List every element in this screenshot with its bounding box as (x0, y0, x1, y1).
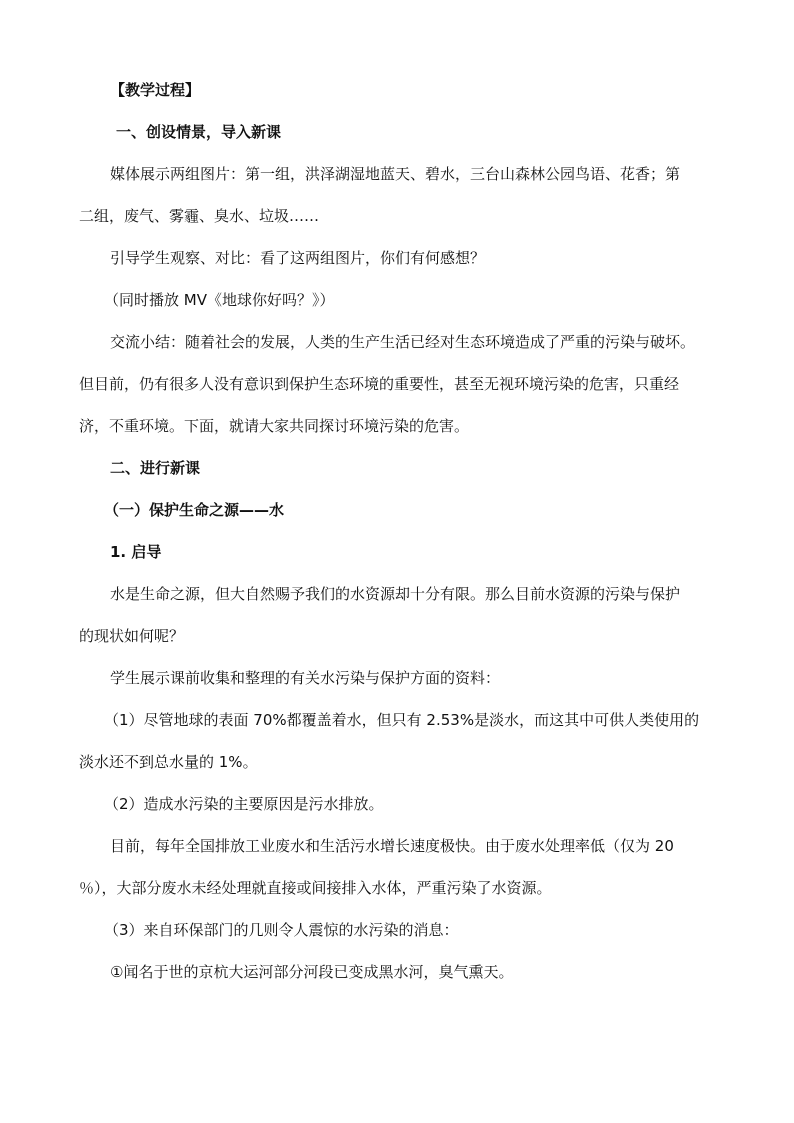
section-header: 【教学过程】 (110, 81, 201, 99)
paragraph-news1: ①闻名于世的京杭大运河部分河段已变成黑水河，臭气熏天。 (110, 963, 514, 981)
paragraph-water-line2: 的现状如何呢？ (79, 627, 185, 645)
paragraph-item2: （2）造成水污染的主要原因是污水排放。 (104, 795, 384, 813)
paragraph-students: 学生展示课前收集和整理的有关水污染与保护方面的资料： (110, 669, 501, 687)
paragraph-item3: （3）来自环保部门的几则令人震惊的水污染的消息： (104, 921, 459, 939)
paragraph-summary-line3: 济，不重环境。下面，就请大家共同探讨环境污染的危害。 (79, 417, 470, 435)
paragraph-summary-line1: 交流小结：随着社会的发展，人类的生产生活已经对生态环境造成了严重的污染与破坏。 (110, 333, 696, 351)
paragraph-media-line1: 媒体展示两组图片：第一组，洪泽湖湿地蓝天、碧水，三台山森林公园鸟语、花香；第 (110, 165, 681, 183)
paragraph-guide: 引导学生观察、对比：看了这两组图片，你们有何感想？ (110, 249, 486, 267)
paragraph-item1-line2: 淡水还不到总水量的 1%。 (79, 753, 258, 771)
heading-4: 1. 启导 (110, 543, 162, 561)
paragraph-media-line2: 二组，废气、雾霾、臭水、垃圾…… (79, 207, 320, 225)
heading-2: 二、进行新课 (110, 459, 201, 477)
paragraph-water-line1: 水是生命之源，但大自然赐予我们的水资源却十分有限。那么目前水资源的污染与保护 (110, 585, 681, 603)
paragraph-item1-line1: （1）尽管地球的表面 70%都覆盖着水，但只有 2.53%是淡水，而这其中可供人类使用的 (104, 711, 700, 729)
paragraph-now-line2: ％），大部分废水未经处理就直接或间接排入水体，严重污染了水资源。 (79, 879, 552, 897)
heading-3: （一）保护生命之源——水 (104, 501, 285, 519)
paragraph-mv: （同时播放 MV《地球你好吗？》） (104, 291, 335, 309)
heading-1: 一、创设情景，导入新课 (116, 123, 282, 141)
paragraph-now-line1: 目前，每年全国排放工业废水和生活污水增长速度极快。由于废水处理率低（仅为 20 (110, 837, 674, 855)
paragraph-summary-line2: 但目前，仍有很多人没有意识到保护生态环境的重要性，甚至无视环境污染的危害，只重经 (79, 375, 680, 393)
